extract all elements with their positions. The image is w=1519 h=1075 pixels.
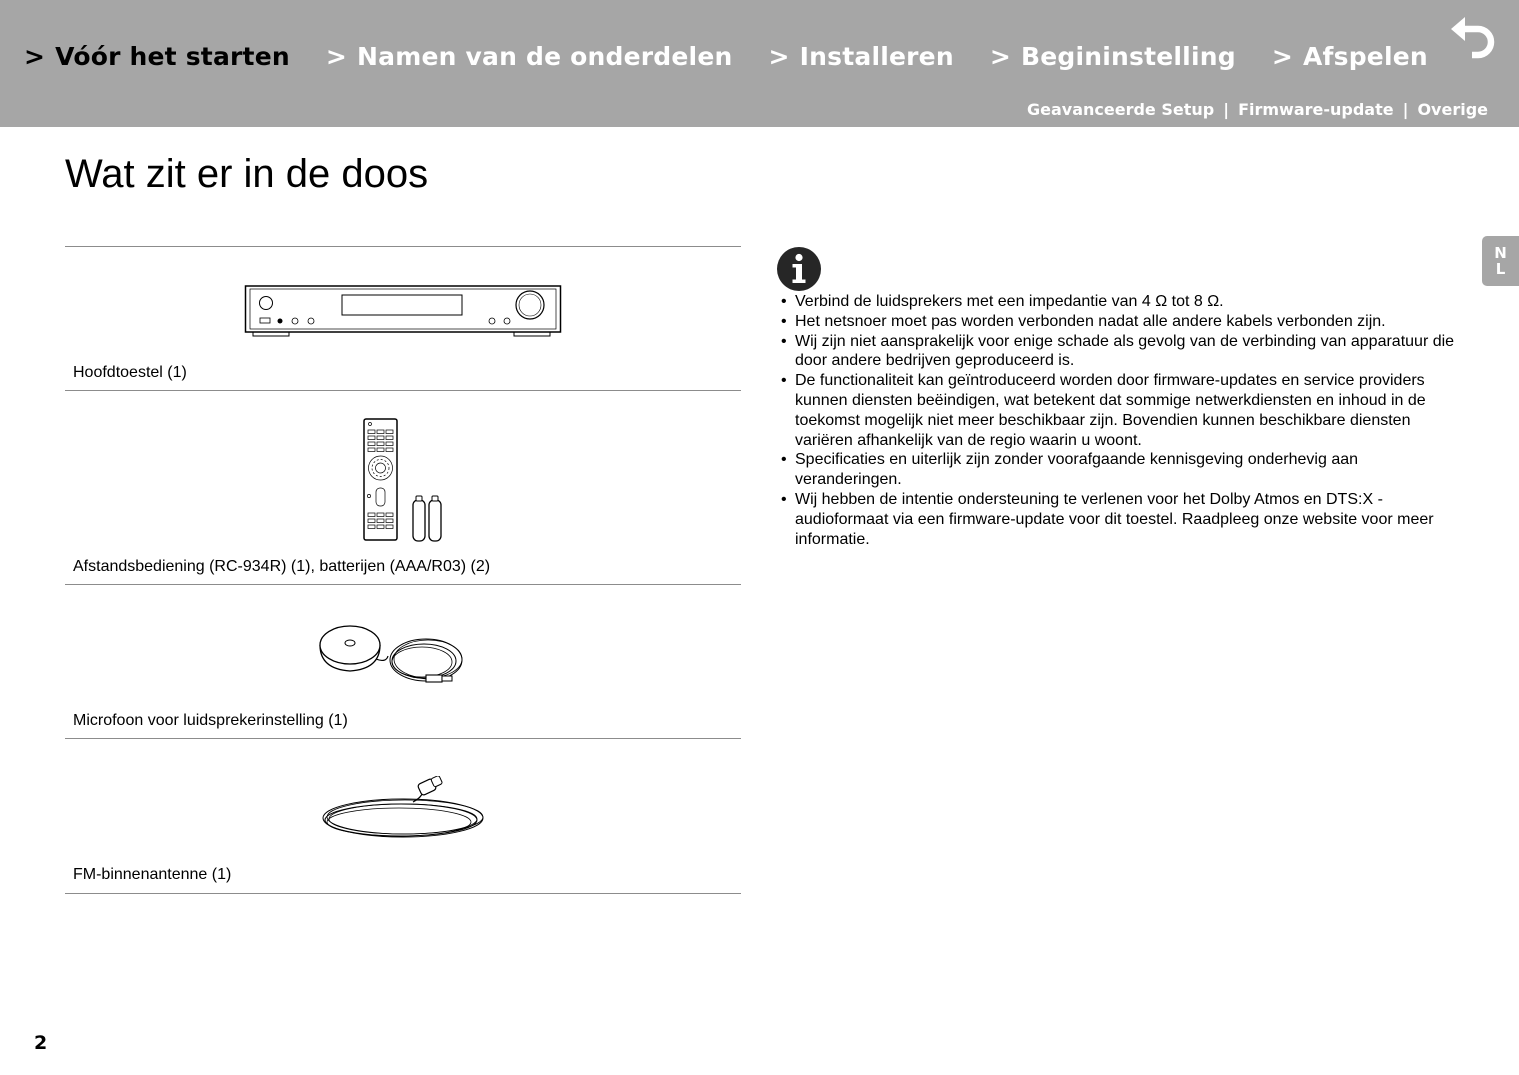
nav-item-installeren[interactable]: > Installeren <box>768 42 954 71</box>
remote-control-icon <box>362 417 446 543</box>
main-unit-icon <box>244 284 564 338</box>
sub-nav-separator: | <box>1223 100 1230 119</box>
item-label: Afstandsbediening (RC-934R) (1), batterijen (AAA/R03) (2) <box>73 558 491 575</box>
page-number: 2 <box>34 1032 48 1054</box>
microphone-icon <box>318 623 466 689</box>
list-item <box>65 739 741 894</box>
sub-nav-geavanceerde-setup[interactable]: Geavanceerde Setup <box>1027 100 1215 119</box>
notes-list <box>781 292 1461 549</box>
back-button[interactable] <box>1448 14 1500 60</box>
box-contents-list <box>65 246 741 894</box>
list-item <box>65 391 741 585</box>
item-label: Hoofdtoestel (1) <box>73 364 187 381</box>
fm-antenna-icon <box>319 776 487 842</box>
back-arrow-icon <box>1448 14 1500 60</box>
nav-item-afspelen[interactable]: > Afspelen <box>1271 42 1428 71</box>
sub-nav <box>1027 100 1488 119</box>
note-item: • Specificaties en uiterlijk zijn zonder voorafgaande kennisgeving onderhevig aan veranderingen. <box>781 450 1461 490</box>
item-label: FM-binnenantenne (1) <box>73 866 232 883</box>
nav-item-namen-van-de-onderdelen[interactable]: > Namen van de onderdelen <box>325 42 733 71</box>
language-tab[interactable]: N L <box>1482 236 1519 286</box>
header-bar <box>0 0 1519 127</box>
nav-item-voor-het-starten[interactable]: > Vóór het starten <box>24 42 290 71</box>
note-item: • De functionaliteit kan geïntroduceerd worden door firmware-updates en service providers kunnen diensten beëindigen, wat betekent dat sommige netwerkdiensten en inhoud in de toekomst mogelijk niet meer beschikbaar zijn. Bovendien kunnen beschikbare diensten variëren afhankelijk van de regio waarin u woont. <box>781 371 1461 450</box>
note-item: • Verbind de luidsprekers met een impedantie van 4 Ω tot 8 Ω. <box>781 292 1461 312</box>
list-item <box>65 585 741 739</box>
note-item: • Het netsnoer moet pas worden verbonden nadat alle andere kabels verbonden zijn. <box>781 312 1461 332</box>
note-item: • Wij hebben de intentie ondersteuning te verlenen voor het Dolby Atmos en DTS:X -audioformaat via een firmware-update voor dit toestel. Raadpleeg onze website voor meer informatie. <box>781 490 1461 549</box>
sub-nav-separator: | <box>1402 100 1409 119</box>
page-title: Wat zit er in de doos <box>65 152 429 196</box>
main-nav <box>24 42 1464 71</box>
nav-item-begininstelling[interactable]: > Begininstelling <box>989 42 1236 71</box>
sub-nav-overige[interactable]: Overige <box>1417 100 1488 119</box>
sub-nav-firmware-update[interactable]: Firmware-update <box>1238 100 1394 119</box>
item-label: Microfoon voor luidsprekerinstelling (1) <box>73 712 348 729</box>
info-icon <box>776 246 822 292</box>
list-item <box>65 247 741 391</box>
note-item: • Wij zijn niet aansprakelijk voor enige schade als gevolg van de verbinding van apparatuur die door andere bedrijven geproduceerd is. <box>781 332 1461 372</box>
